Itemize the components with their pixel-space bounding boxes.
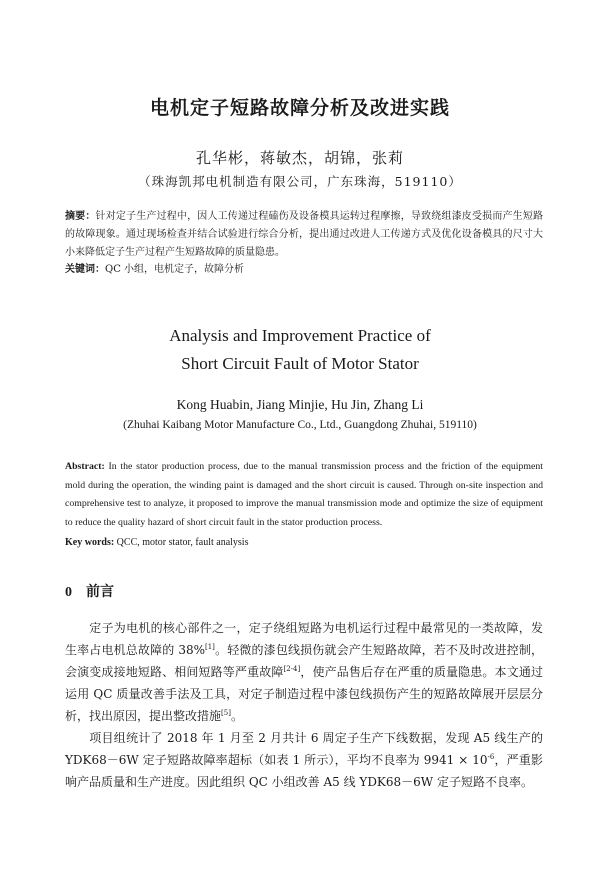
section-title: 前言 (86, 584, 114, 600)
title-english (0, 322, 600, 378)
keywords-english-text: QCC, motor stator, fault analysis (116, 537, 249, 548)
abstract-english-text: In the stator production process, due to the manual transmission process and the friction of the equipment mold during the operation, the winding paint is damaged and the short circuit is caused. Through on-site inspection and comprehensive test to analyze, it proposed to improve the manual transmission mode and optimize the size of equipment to reduce the quality hazard of short circuit fault in the stator production process. (65, 461, 543, 528)
para1-text-d: 。 (230, 709, 243, 723)
citation-ref[interactable]: [2-4] (283, 665, 301, 673)
para2-text-b: ，严重影响产品质量和生产进度。因此组织 QC 小组改善 A5 线 YDK68－6W 定子短路不良率。 (65, 753, 543, 789)
body-paragraph-1 (65, 617, 543, 727)
citation-ref[interactable]: [1] (205, 643, 215, 651)
abstract-chinese-text: 针对定子生产过程中，因人工传递过程磕伤及设备模具运转过程摩擦，导致绕组漆皮受损而产生短路的故障现象。通过现场检查并结合试验进行综合分析，提出通过改进人工传递方式及优化设备模具的尺寸大小来降低定子生产过程产生短路故障的质量隐患。 (65, 211, 544, 258)
para1-text-a: 定子为电机的核心部件之一，定子绕组短路为电机运行过程中最常见的一类故障，发生率占电机总故障的 38% (65, 621, 543, 657)
title-english-line2: Short Circuit Fault of Motor Stator (181, 354, 419, 373)
para2-text-a: 项目组统计了 2018 年 1 月至 2 月共计 6 周定子生产下线数据，发现 A5 线生产的 YDK68－6W 定子短路故障率超标（如表 1 所示），平均不良率为 9941 × 10 (65, 731, 543, 767)
exponent: -6 (487, 753, 495, 761)
keywords-chinese (65, 262, 543, 278)
para1-text-c: ，使产品售后存在严重的质量隐患。本文通过运用 QC 质量改善手法及工具，对定子制造过程中漆包线损伤产生的短路故障展开层层分析，找出原因，提出整改措施 (65, 665, 543, 723)
keywords-english (65, 535, 543, 551)
title-english-line1: Analysis and Improvement Practice of (169, 326, 431, 345)
title-chinese: 电机定子短路故障分析及改进实践 (149, 97, 450, 119)
section-number: 0 (65, 585, 72, 600)
affiliation-english: (Zhuhai Kaibang Motor Manufacture Co., Ltd., Guangdong Zhuhai, 519110) (123, 419, 477, 431)
authors-chinese: 孔华彬，蒋敏杰，胡锦，张莉 (195, 149, 404, 167)
abstract-chinese-label: 摘要： (65, 211, 96, 222)
para1-text-b: 。轻微的漆包线损伤就会产生短路故障，若不及时改进控制，会演变成接地短路、相间短路等严重故障 (65, 643, 543, 679)
section-heading (65, 581, 114, 601)
keywords-chinese-label: 关键词： (65, 264, 105, 275)
citation-ref[interactable]: [5] (221, 709, 231, 717)
authors-english: Kong Huabin, Jiang Minjie, Hu Jin, Zhang Li (176, 397, 424, 412)
body-paragraph-2 (65, 727, 543, 793)
abstract-english (65, 458, 543, 532)
keywords-english-label: Key words: (65, 537, 115, 548)
keywords-chinese-text: QC 小组，电机定子，故障分析 (105, 264, 245, 275)
abstract-chinese (65, 208, 543, 262)
abstract-english-label: Abstract: (65, 461, 105, 472)
affiliation-chinese: （珠海凯邦电机制造有限公司，广东珠海，519110） (138, 174, 462, 189)
